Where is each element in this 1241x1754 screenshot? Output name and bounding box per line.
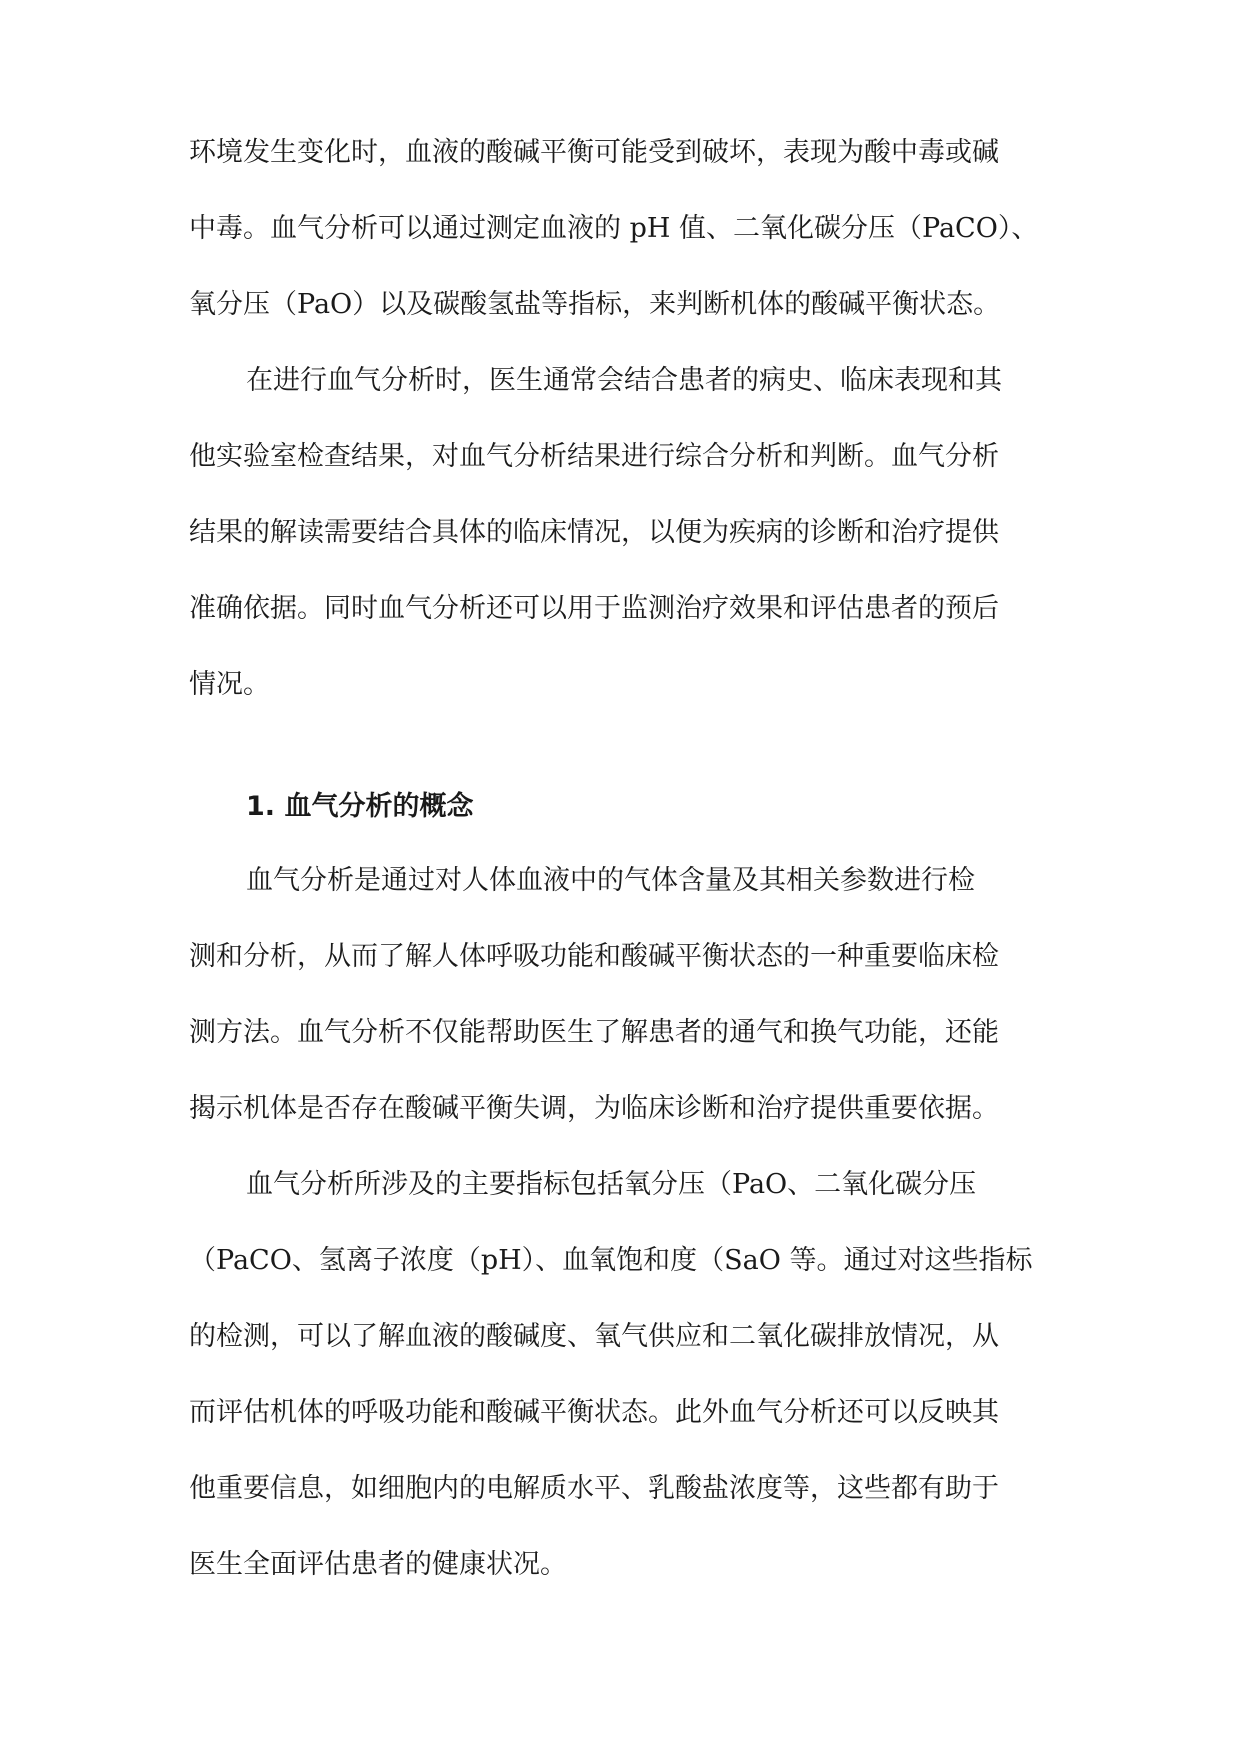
text-line: 情况。 [189,669,270,700]
section-heading: 1. 血气分析的概念 [246,791,474,822]
text-line: 在进行血气分析时，医生通常会结合患者的病史、临床表现和其 [246,365,1002,396]
text-line: 的检测，可以了解血液的酸碱度、氧气供应和二氧化碳排放情况，从 [189,1321,999,1352]
text-line: 血气分析所涉及的主要指标包括氧分压（PaO、二氧化碳分压 [246,1169,977,1200]
text-line: 他重要信息，如细胞内的电解质水平、乳酸盐浓度等，这些都有助于 [189,1473,999,1504]
text-line: 测和分析，从而了解人体呼吸功能和酸碱平衡状态的一种重要临床检 [189,941,999,972]
text-line: （PaCO、氢离子浓度（pH）、血氧饱和度（SaO 等。通过对这些指标 [189,1245,1033,1276]
text-line: 医生全面评估患者的健康状况。 [189,1549,567,1580]
text-line: 他实验室检查结果，对血气分析结果进行综合分析和判断。血气分析 [189,441,999,472]
text-line: 结果的解读需要结合具体的临床情况，以便为疾病的诊断和治疗提供 [189,517,999,548]
text-line: 血气分析是通过对人体血液中的气体含量及其相关参数进行检 [246,865,975,896]
text-line: 揭示机体是否存在酸碱平衡失调，为临床诊断和治疗提供重要依据。 [189,1093,999,1124]
text-line: 环境发生变化时，血液的酸碱平衡可能受到破坏，表现为酸中毒或碱 [189,137,999,168]
text-line: 准确依据。同时血气分析还可以用于监测治疗效果和评估患者的预后 [189,593,999,624]
text-line: 而评估机体的呼吸功能和酸碱平衡状态。此外血气分析还可以反映其 [189,1397,999,1428]
text-line: 氧分压（PaO）以及碳酸氢盐等指标，来判断机体的酸碱平衡状态。 [189,289,1001,320]
text-line: 测方法。血气分析不仅能帮助医生了解患者的通气和换气功能，还能 [189,1017,999,1048]
text-line: 中毒。血气分析可以通过测定血液的 pH 值、二氧化碳分压（PaCO）、 [189,213,1039,244]
